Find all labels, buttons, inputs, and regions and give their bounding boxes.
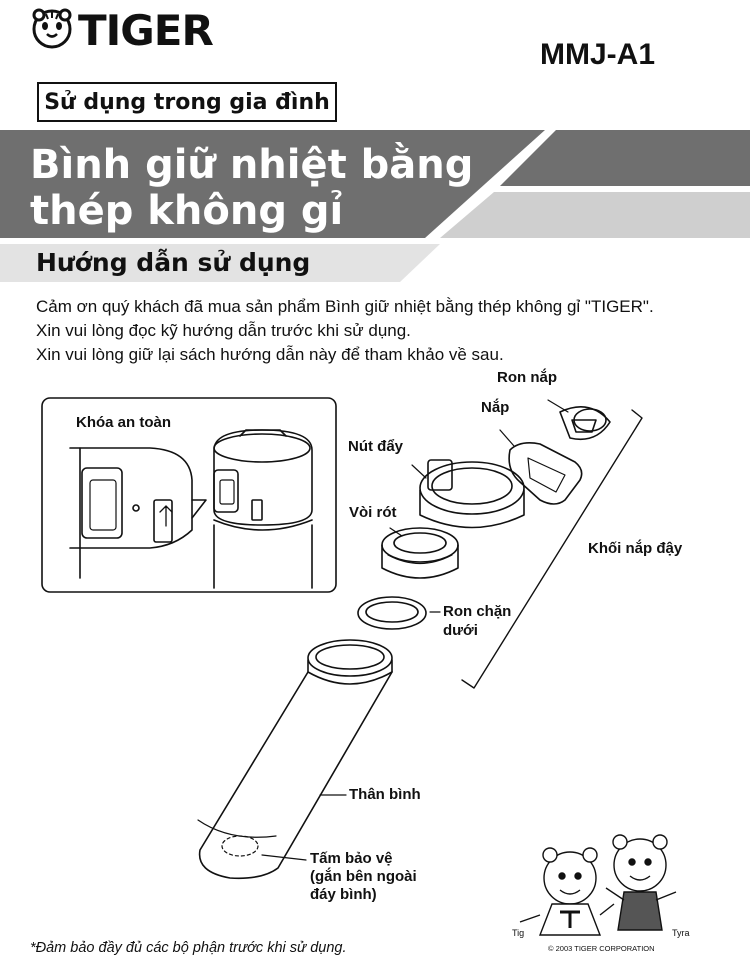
label-lid: Nắp	[481, 399, 510, 416]
intro-line-2: Xin vui lòng đọc kỹ hướng dẫn trước khi sử dụng.	[36, 321, 411, 340]
label-lid-assembly: Khối nắp đậy	[588, 540, 683, 557]
title-line-2: thép không gỉ	[30, 188, 344, 234]
label-protector-3: đáy bình)	[310, 886, 377, 903]
label-protector-2: (gắn bên ngoài	[310, 868, 417, 885]
label-spout: Vòi rót	[349, 504, 397, 521]
mascot-tig	[520, 848, 614, 935]
subtitle: Hướng dẫn sử dụng	[36, 248, 311, 277]
mascot-tyra-label: Tyra	[672, 928, 690, 938]
brand-name: TIGER	[78, 6, 213, 55]
tiger-logo-icon	[30, 6, 74, 50]
title-line-1: Bình giữ nhiệt bằng	[30, 142, 474, 188]
footnote: *Đảm bảo đầy đủ các bộ phận trước khi sử dụng.	[30, 940, 347, 956]
mascot-tig-label: Tig	[512, 928, 525, 938]
usage-label: Sử dụng trong gia đình	[37, 82, 337, 122]
mascot-tyra	[606, 835, 676, 930]
label-lower-gasket-2: dưới	[443, 622, 478, 639]
label-safety-lock: Khóa an toàn	[76, 414, 172, 431]
label-lower-gasket-1: Ron chặn	[443, 603, 512, 620]
label-protector-1: Tấm bảo vệ	[310, 850, 393, 867]
intro-line-3: Xin vui lòng giữ lại sách hướng dẫn này để tham khảo về sau.	[36, 345, 504, 364]
label-body: Thân bình	[349, 786, 421, 803]
copyright: © 2003 TIGER CORPORATION	[548, 944, 655, 953]
model-number: MMJ-A1	[540, 38, 656, 71]
label-lid-gasket: Ron nắp	[497, 369, 557, 386]
label-push-button: Nút đẩy	[348, 438, 404, 455]
intro-line-1: Cảm ơn quý khách đã mua sản phẩm Bình giữ nhiệt bằng thép không gỉ "TIGER".	[36, 297, 654, 316]
